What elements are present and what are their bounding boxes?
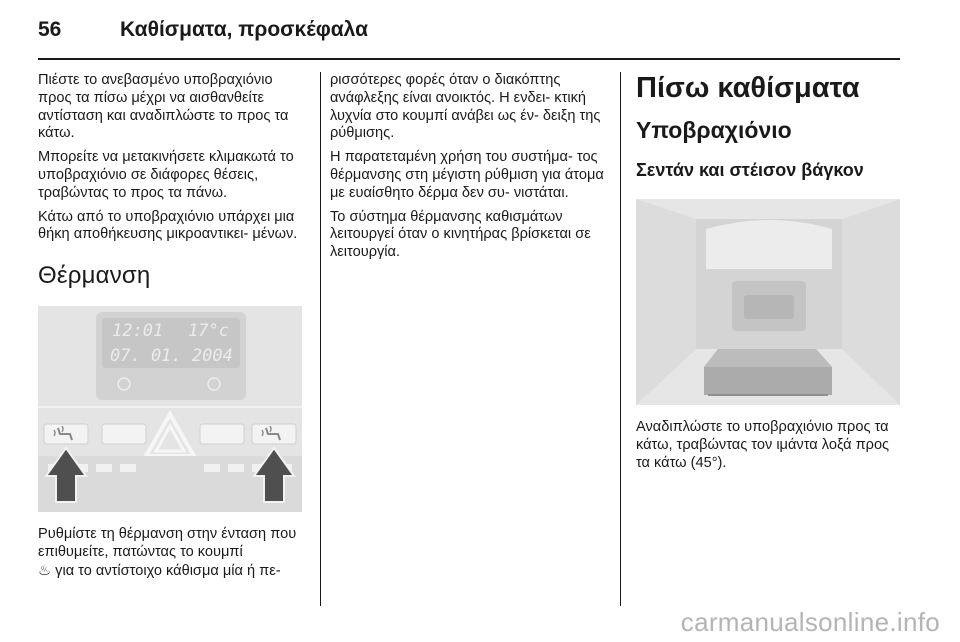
- page-title: Καθίσματα, προσκέφαλα: [120, 18, 368, 41]
- column-2: [330, 72, 606, 268]
- sensitive-skin-paragraph: Η παρατεταμένη χρήση του συστήμα- τος θέρμανσης στη μέγιστη ρύθμιση για άτομα με ευαίσθητο δέρμα δεν συ- νιστάται.: [330, 149, 604, 201]
- header-rule: [38, 58, 900, 60]
- column-divider-1: [320, 72, 321, 606]
- column-divider-2: [620, 72, 621, 606]
- heating-heading: Θέρμανση: [38, 262, 151, 290]
- display-temp: 17°c: [188, 321, 229, 342]
- rear-seats-heading: Πίσω καθίσματα: [636, 72, 860, 104]
- heating-controls-illustration: [38, 306, 302, 512]
- column-1: [38, 72, 306, 587]
- heating-instructions-paragraph: Ρυθμίστε τη θέρμανση στην ένταση που επιθυμείτε, πατώντας το κουμπί ♨ για το αντίστοιχο κάθισμα μία ή πε-: [38, 526, 297, 579]
- seat-heater-icon: ♨: [38, 561, 52, 579]
- indicator-paragraph: ρισσότερες φορές όταν ο διακόπτης ανάφλεξης είναι ανοικτός. Η ενδει- κτική λυχνία στο κουμπί ανάβει ως έν- δειξη της ρύθμισης.: [330, 72, 601, 142]
- rear-armrest-drawing: [636, 199, 900, 405]
- rear-armrest-illustration: [636, 199, 900, 405]
- page-number: 56: [38, 18, 62, 41]
- sedan-wagon-heading: Σεντάν και στέισον βάγκον: [636, 160, 864, 180]
- page-header: [0, 0, 960, 58]
- watermark: carmanualsonline.info: [680, 607, 940, 637]
- armrest-heading: Υποβραχιόνιο: [636, 117, 792, 143]
- display-date: 07. 01. 2004: [110, 346, 233, 367]
- column-3: [636, 72, 902, 478]
- heating-controls-drawing: [38, 306, 302, 512]
- armrest-positions-paragraph: Μπορείτε να μετακινήσετε κλιμακωτά το υποβραχιόνιο σε διάφορες θέσεις, τραβώντας το προς τα πάνω.: [38, 149, 294, 201]
- storage-paragraph: Κάτω από το υποβραχιόνιο υπάρχει μια θήκη αποθήκευσης μικροαντικει- μένων.: [38, 208, 298, 243]
- display-time: 12:01: [112, 321, 164, 342]
- armrest-caption: Αναδιπλώστε το υποβραχιόνιο προς τα κάτω, τραβώντας τον ιμάντα λοξά προς τα κάτω (45°).: [636, 419, 890, 471]
- engine-running-paragraph: Το σύστημα θέρμανσης καθισμάτων λειτουργεί όταν ο κινητήρας βρίσκεται σε λειτουργία.: [330, 208, 591, 261]
- armrest-push-paragraph: Πιέστε το ανεβασμένο υποβραχιόνιο προς τα πίσω μέχρι να αισθανθείτε αντίσταση και αναδιπλώστε το προς τα κάτω.: [38, 72, 289, 142]
